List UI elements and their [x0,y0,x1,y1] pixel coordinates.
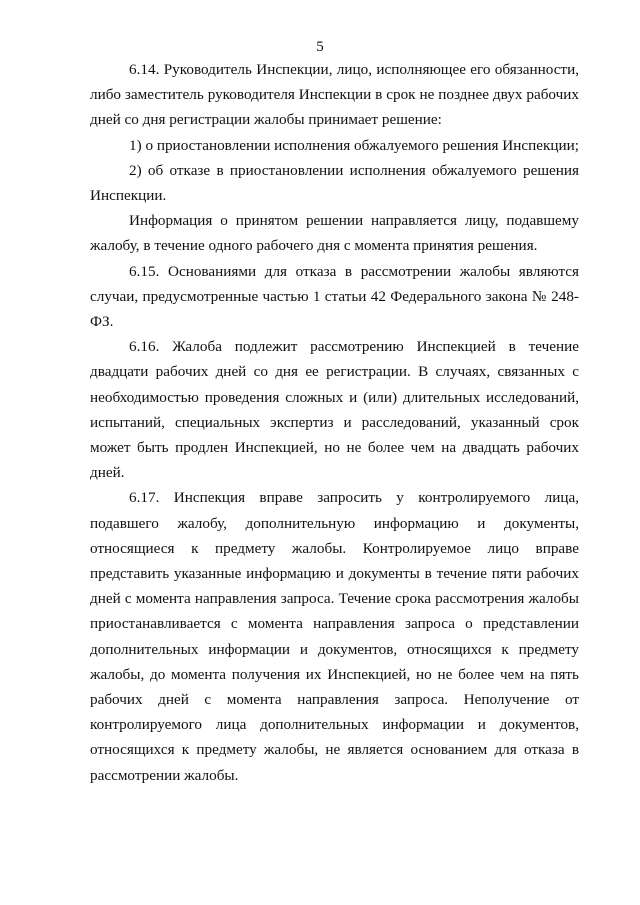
paragraph-6-16: 6.16. Жалоба подлежит рассмотрению Инспекцией в течение двадцати рабочих дней со дня ее регистрации. В случаях, связанных с необходимостью проведения сложных и (или) длительных исследований, испытаний, специальных экспертиз и расследований, указанный срок может быть продлен Инспекцией, но не более чем на двадцать рабочих дней. [90,338,579,482]
page-number: 5 [316,39,324,55]
paragraph-6-14: 6.14. Руководитель Инспекции, лицо, исполняющее его обязанности, либо заместитель руководителя Инспекции в срок не позднее двух рабочих дней со дня регистрации жалобы принимает решение: [90,61,579,129]
paragraph-decision-info: Информация о принятом решении направляется лицу, подавшему жалобу, в течение одного рабочего дня с момента принятия решения. [90,212,579,255]
paragraph-item-2: 2) об отказе в приостановлении исполнения обжалуемого решения Инспекции. [90,161,579,205]
paragraph-item-1: 1) о приостановлении исполнения обжалуемого решения Инспекции; [129,136,579,154]
document-body [90,57,579,788]
paragraph-6-17: 6.17. Инспекция вправе запросить у контролируемого лица, подавшего жалобу, дополнительную информацию и документы, относящиеся к предмету жалобы. Контролируемое лицо вправе представить указанные информацию и документы в течение пяти рабочих дней с момента направления запроса. Течение срока рассмотрения жалобы приостанавливается с момента направления запроса о представлении дополнительных информации и документов, относящихся к предмету жалобы, до момента получения их Инспекцией, но не более чем на пять рабочих дней с момента направления запроса. Неполучение от контролируемого лица дополнительных информации и документов, относящихся к предмету жалобы, не является основанием для отказа в рассмотрении жалобы. [90,489,579,784]
paragraph-6-15: 6.15. Основаниями для отказа в рассмотрении жалобы являются случаи, предусмотренные частью 1 статьи 42 Федерального закона № 248-ФЗ. [90,262,579,331]
